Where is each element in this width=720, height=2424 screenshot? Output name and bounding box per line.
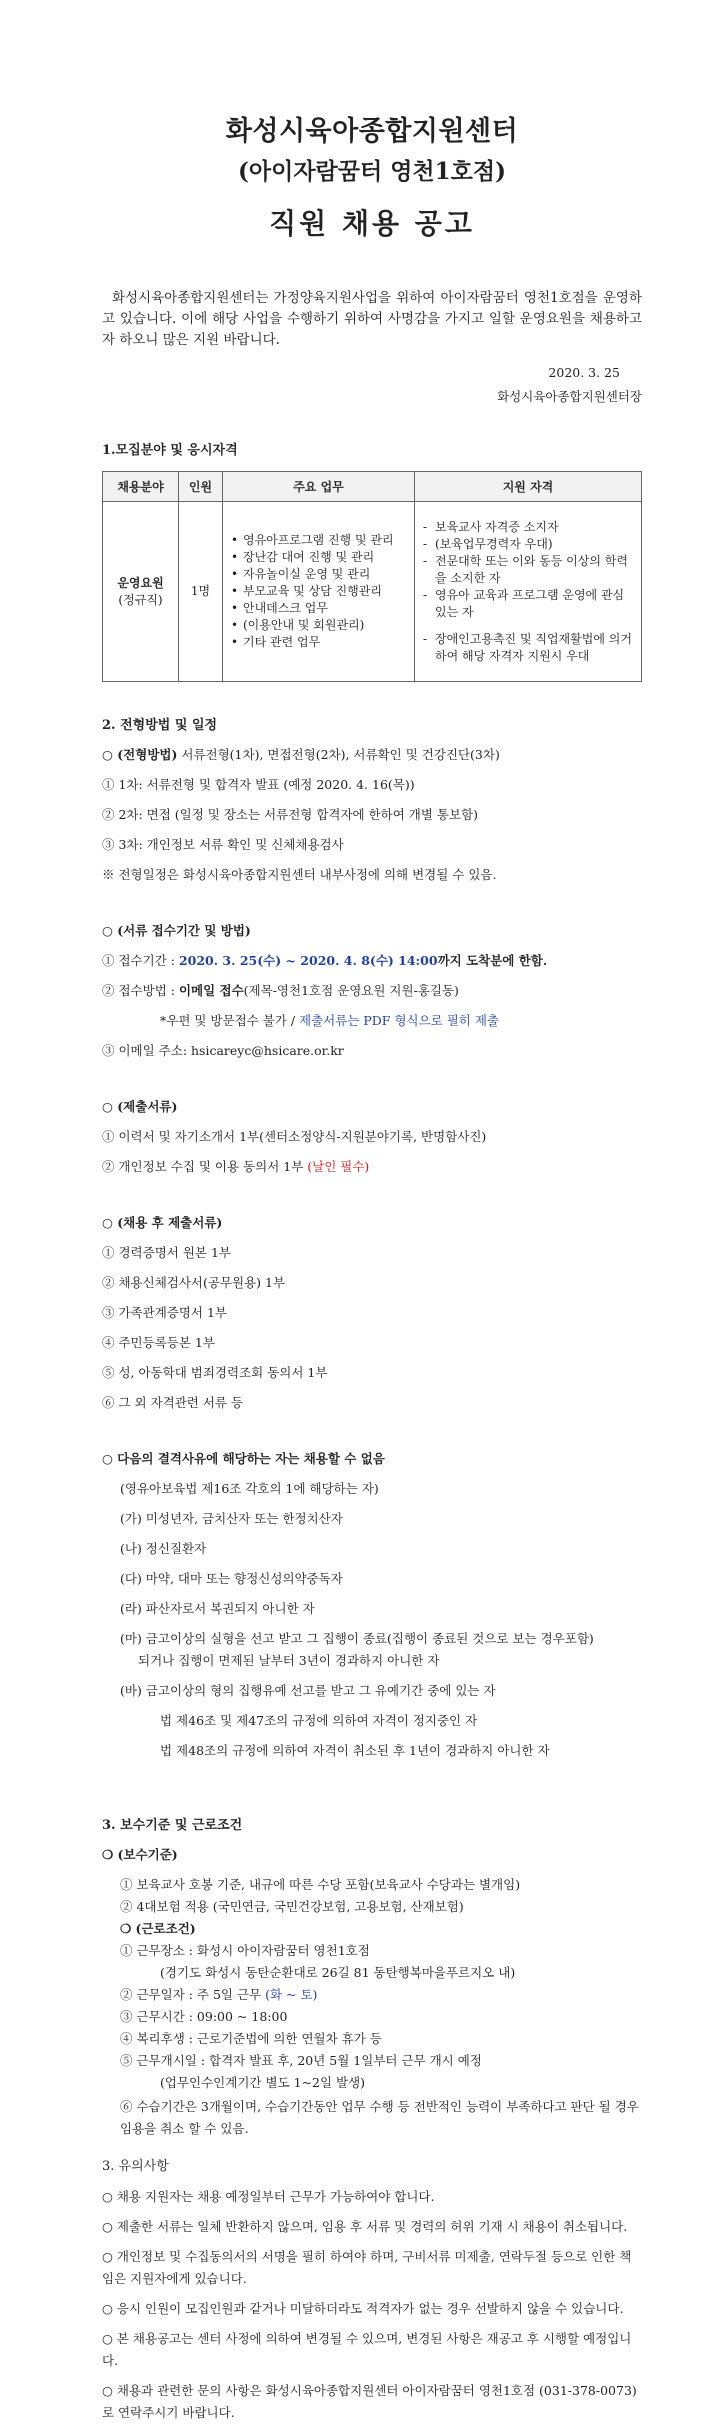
qualifications-cell — [415, 502, 642, 682]
branch-title: (아이자람꿈터 영천1호점) — [238, 158, 506, 185]
list-item: ○ 채용 지원자는 채용 예정일부터 근무가 가능하여야 합니다. — [102, 2189, 435, 2204]
seal-required: (날인 필수) — [307, 1159, 370, 1174]
list-item: - (보육업무경력자 우대) — [423, 536, 633, 553]
work-days-range: (화 ~ 토) — [265, 1987, 318, 2002]
list-item: 법 제46조 및 제47조의 규정에 의하여 자격이 정지중인 자 — [160, 1713, 478, 1728]
recruitment-table — [102, 471, 642, 682]
list-item: ○ 제출한 서류는 일체 반환하지 않으며, 임용 후 서류 및 경력의 허위 기재 시 채용이 취소됩니다. — [102, 2219, 628, 2234]
list-item: - 전문대학 또는 이와 동등 이상의 학력을 소지한 자 — [423, 553, 633, 587]
list-item: (라) 파산자로서 복권되지 아니한 자 — [120, 1601, 315, 1616]
field-name: 운영요원 — [117, 575, 164, 590]
receipt-period-value: 2020. 3. 25(수) ~ 2020. 4. 8(수) 14:00 — [178, 953, 438, 968]
receipt-method-value: 이메일 접수 — [178, 983, 244, 998]
list-item: (바) 금고이상의 형의 집행유예 선고를 받고 그 유예기간 중에 있는 자 — [120, 1683, 496, 1698]
receipt-title: ○ (서류 접수기간 및 방법) — [102, 923, 251, 938]
table-header: 지원 자격 — [415, 472, 642, 502]
duties-cell — [223, 502, 415, 682]
list-item: ③ 근무시간 : 09:00 ~ 18:00 — [120, 2009, 288, 2024]
list-item: ⑥ 수습기간은 3개월이며, 수습기간동안 업무 수행 등 전반적인 능력이 부족하다고 판단 될 경우 임용을 취소 할 수 있음. — [120, 2099, 639, 2136]
disqualification-intro: (영유아보육법 제16조 각호의 1에 해당하는 자) — [120, 1481, 379, 1496]
list-item: ○ 채용과 관련한 문의 사항은 화성시육아종합지원센터 아이자람꿈터 영천1호점 (031-378-0073)로 연락주시기 바랍니다. — [102, 2383, 637, 2420]
list-item: ⑤ 성, 아동학대 범죄경력조회 동의서 1부 — [102, 1365, 328, 1380]
notice-title: 직원 채용 공고 — [269, 207, 475, 240]
list-item: ○ 응시 인원이 모집인원과 같거나 미달하더라도 적격자가 없는 경우 선발하지 않을 수 있습니다. — [102, 2301, 624, 2316]
list-item: ⑥ 그 외 자격관련 서류 등 — [102, 1395, 244, 1410]
list-item: • 영유아프로그램 진행 및 관리 — [231, 532, 406, 549]
list-item: (경기도 화성시 동탄순환대로 26길 81 동탄행복마을푸르지오 내) — [160, 1965, 516, 1980]
list-item: • 장난감 대여 진행 및 관리 — [231, 549, 406, 566]
list-item: ⑤ 근무개시일 : 합격자 발표 후, 20년 5월 1일부터 근무 개시 예정 — [120, 2053, 482, 2068]
table-row — [103, 502, 642, 682]
list-item: (업무인수인계기간 별도 1~2일 발생) — [160, 2075, 366, 2090]
list-item: - 장애인고용촉진 및 직업재활법에 의거하여 해당 자격자 지원시 우대 — [423, 631, 633, 665]
list-item: ③ 3차: 개인정보 서류 확인 및 신체채용검사 — [102, 837, 344, 852]
notice-date: 2020. 3. 25 — [548, 365, 620, 380]
list-item: - 영유아 교육과 프로그램 운영에 관심 있는 자 — [423, 587, 633, 621]
title-block — [102, 0, 642, 242]
after-hire-documents-title: ○ (채용 후 제출서류) — [102, 1215, 223, 1230]
count-cell: 1명 — [179, 502, 223, 682]
org-title: 화성시육아종합지원센터 — [225, 116, 519, 147]
list-item: 되거나 집행이 면제된 날부터 3년이 경과하지 아니한 자 — [138, 1653, 440, 1668]
section-selection-title: 2. 전형방법 및 일정 — [102, 718, 218, 733]
list-item: ① 경력증명서 원본 1부 — [102, 1245, 231, 1260]
table-header: 채용분야 — [103, 472, 179, 502]
list-item: ② 채용신체검사서(공무원용) 1부 — [102, 1275, 286, 1290]
section-recruitment-title: 1.모집분야 및 응시자격 — [102, 443, 238, 458]
receipt-period: ① 접수기간 : 2020. 3. 25(수) ~ 2020. 4. 8(수) 14:00까지 도착분에 한함. — [102, 953, 548, 968]
list-item: • 자유놀이실 운영 및 관리 — [231, 566, 406, 583]
list-item: ○ 개인정보 및 수집동의서의 서명을 필히 하여야 하며, 구비서류 미제출, 연락두절 등으로 인한 책임은 지원자에게 있습니다. — [102, 2249, 632, 2286]
section-pay-title: 3. 보수기준 및 근로조건 — [102, 1818, 243, 1833]
conditions-title: ❍ (근로조건) — [120, 1921, 196, 1936]
notice-signer: 화성시육아종합지원센터장 — [497, 389, 642, 404]
list-item: ② 2차: 면접 (일정 및 장소는 서류전형 합격자에 한하여 개별 통보함) — [102, 807, 479, 822]
list-item: ① 1차: 서류전형 및 합격자 발표 (예정 2020. 4. 16(목)) — [102, 777, 415, 792]
list-item: (마) 금고이상의 실형을 선고 받고 그 집행이 종료(집행이 종료된 것으로 보는 경우포함) — [120, 1631, 594, 1646]
email-address: ③ 이메일 주소: hsicareyc@hsicare.or.kr — [102, 1043, 344, 1058]
list-item: (가) 미성년자, 금치산자 또는 한정치산자 — [120, 1511, 343, 1526]
list-item: (나) 정신질환자 — [120, 1541, 207, 1556]
field-type: (정규직) — [118, 592, 163, 607]
pay-title: ❍ (보수기준) — [102, 1847, 178, 1862]
list-item: ① 보육교사 호봉 기준, 내규에 따른 수당 포함(보육교사 수당과는 별개임) — [120, 1877, 521, 1892]
disqualification-title: ○ 다음의 결격사유에 해당하는 자는 채용할 수 없음 — [102, 1451, 385, 1466]
list-item: ① 이력서 및 자기소개서 1부(센터소정양식-지원분야기록, 반명함사진) — [102, 1129, 487, 1144]
list-item: • 부모교육 및 상담 진행관리 — [231, 583, 406, 600]
section-notes-title: 3. 유의사항 — [102, 2159, 169, 2174]
selection-method-label: ○ (전형방법) — [102, 747, 178, 762]
receipt-method: ② 접수방법 : 이메일 접수(제목-영천1호점 운영요원 지원-홍길동) — [102, 983, 459, 998]
table-header: 주요 업무 — [223, 472, 415, 502]
list-item: (다) 마약, 대마 또는 향정신성의약중독자 — [120, 1571, 343, 1586]
field-cell — [103, 502, 179, 682]
list-item: • 기타 관련 업무 — [231, 634, 406, 651]
list-item: ② 4대보험 적용 (국민연금, 국민건강보험, 고용보험, 산재보험) — [120, 1899, 464, 1914]
documents-title: ○ (제출서류) — [102, 1099, 178, 1114]
list-item: ③ 가족관계증명서 1부 — [102, 1305, 228, 1320]
list-item: ○ 본 채용공고는 센터 사정에 의하여 변경될 수 있으며, 변경된 사항은 재공고 후 시행할 예정입니다. — [102, 2331, 632, 2368]
list-item: ④ 복리후생 : 근로기준법에 의한 연월차 휴가 등 — [120, 2031, 382, 2046]
list-item: • 안내데스크 업무 — [231, 600, 406, 617]
list-item: - 보육교사 자격증 소지자 — [423, 519, 633, 536]
list-item: ① 근무장소 : 화성시 아이자람꿈터 영천1호점 — [120, 1943, 370, 1958]
work-days: ② 근무일자 : 주 5일 근무 (화 ~ 토) — [120, 1987, 318, 2002]
list-item: • (이용안내 및 회원관리) — [231, 617, 406, 634]
selection-method-text: 서류전형(1차), 면접전형(2차), 서류확인 및 건강진단(3차) — [177, 747, 500, 762]
table-header: 인원 — [179, 472, 223, 502]
list-item: ④ 주민등록등본 1부 — [102, 1335, 215, 1350]
pdf-requirement: 제출서류는 PDF 형식으로 필히 제출 — [299, 1013, 499, 1028]
schedule-note: ※ 전형일정은 화성시육아종합지원센터 내부사정에 의해 변경될 수 있음. — [102, 867, 497, 882]
privacy-consent: ② 개인정보 수집 및 이용 동의서 1부 (날인 필수) — [102, 1159, 370, 1174]
list-item: 법 제48조의 규정에 의하여 자격이 취소된 후 1년이 경과하지 아니한 자 — [160, 1743, 550, 1758]
receipt-method-note: *우편 및 방문접수 불가 / 제출서류는 PDF 형식으로 필히 제출 — [160, 1013, 499, 1028]
intro-paragraph: 화성시육아종합지원센터는 가정양육지원사업을 위하여 아이자람꿈터 영천1호점을 운영하고 있습니다. 이에 해당 사업을 수행하기 위하여 사명감을 가지고 일할 운영요원을 채용하고자 하오니 많은 지원 바랍니다. — [102, 290, 642, 348]
